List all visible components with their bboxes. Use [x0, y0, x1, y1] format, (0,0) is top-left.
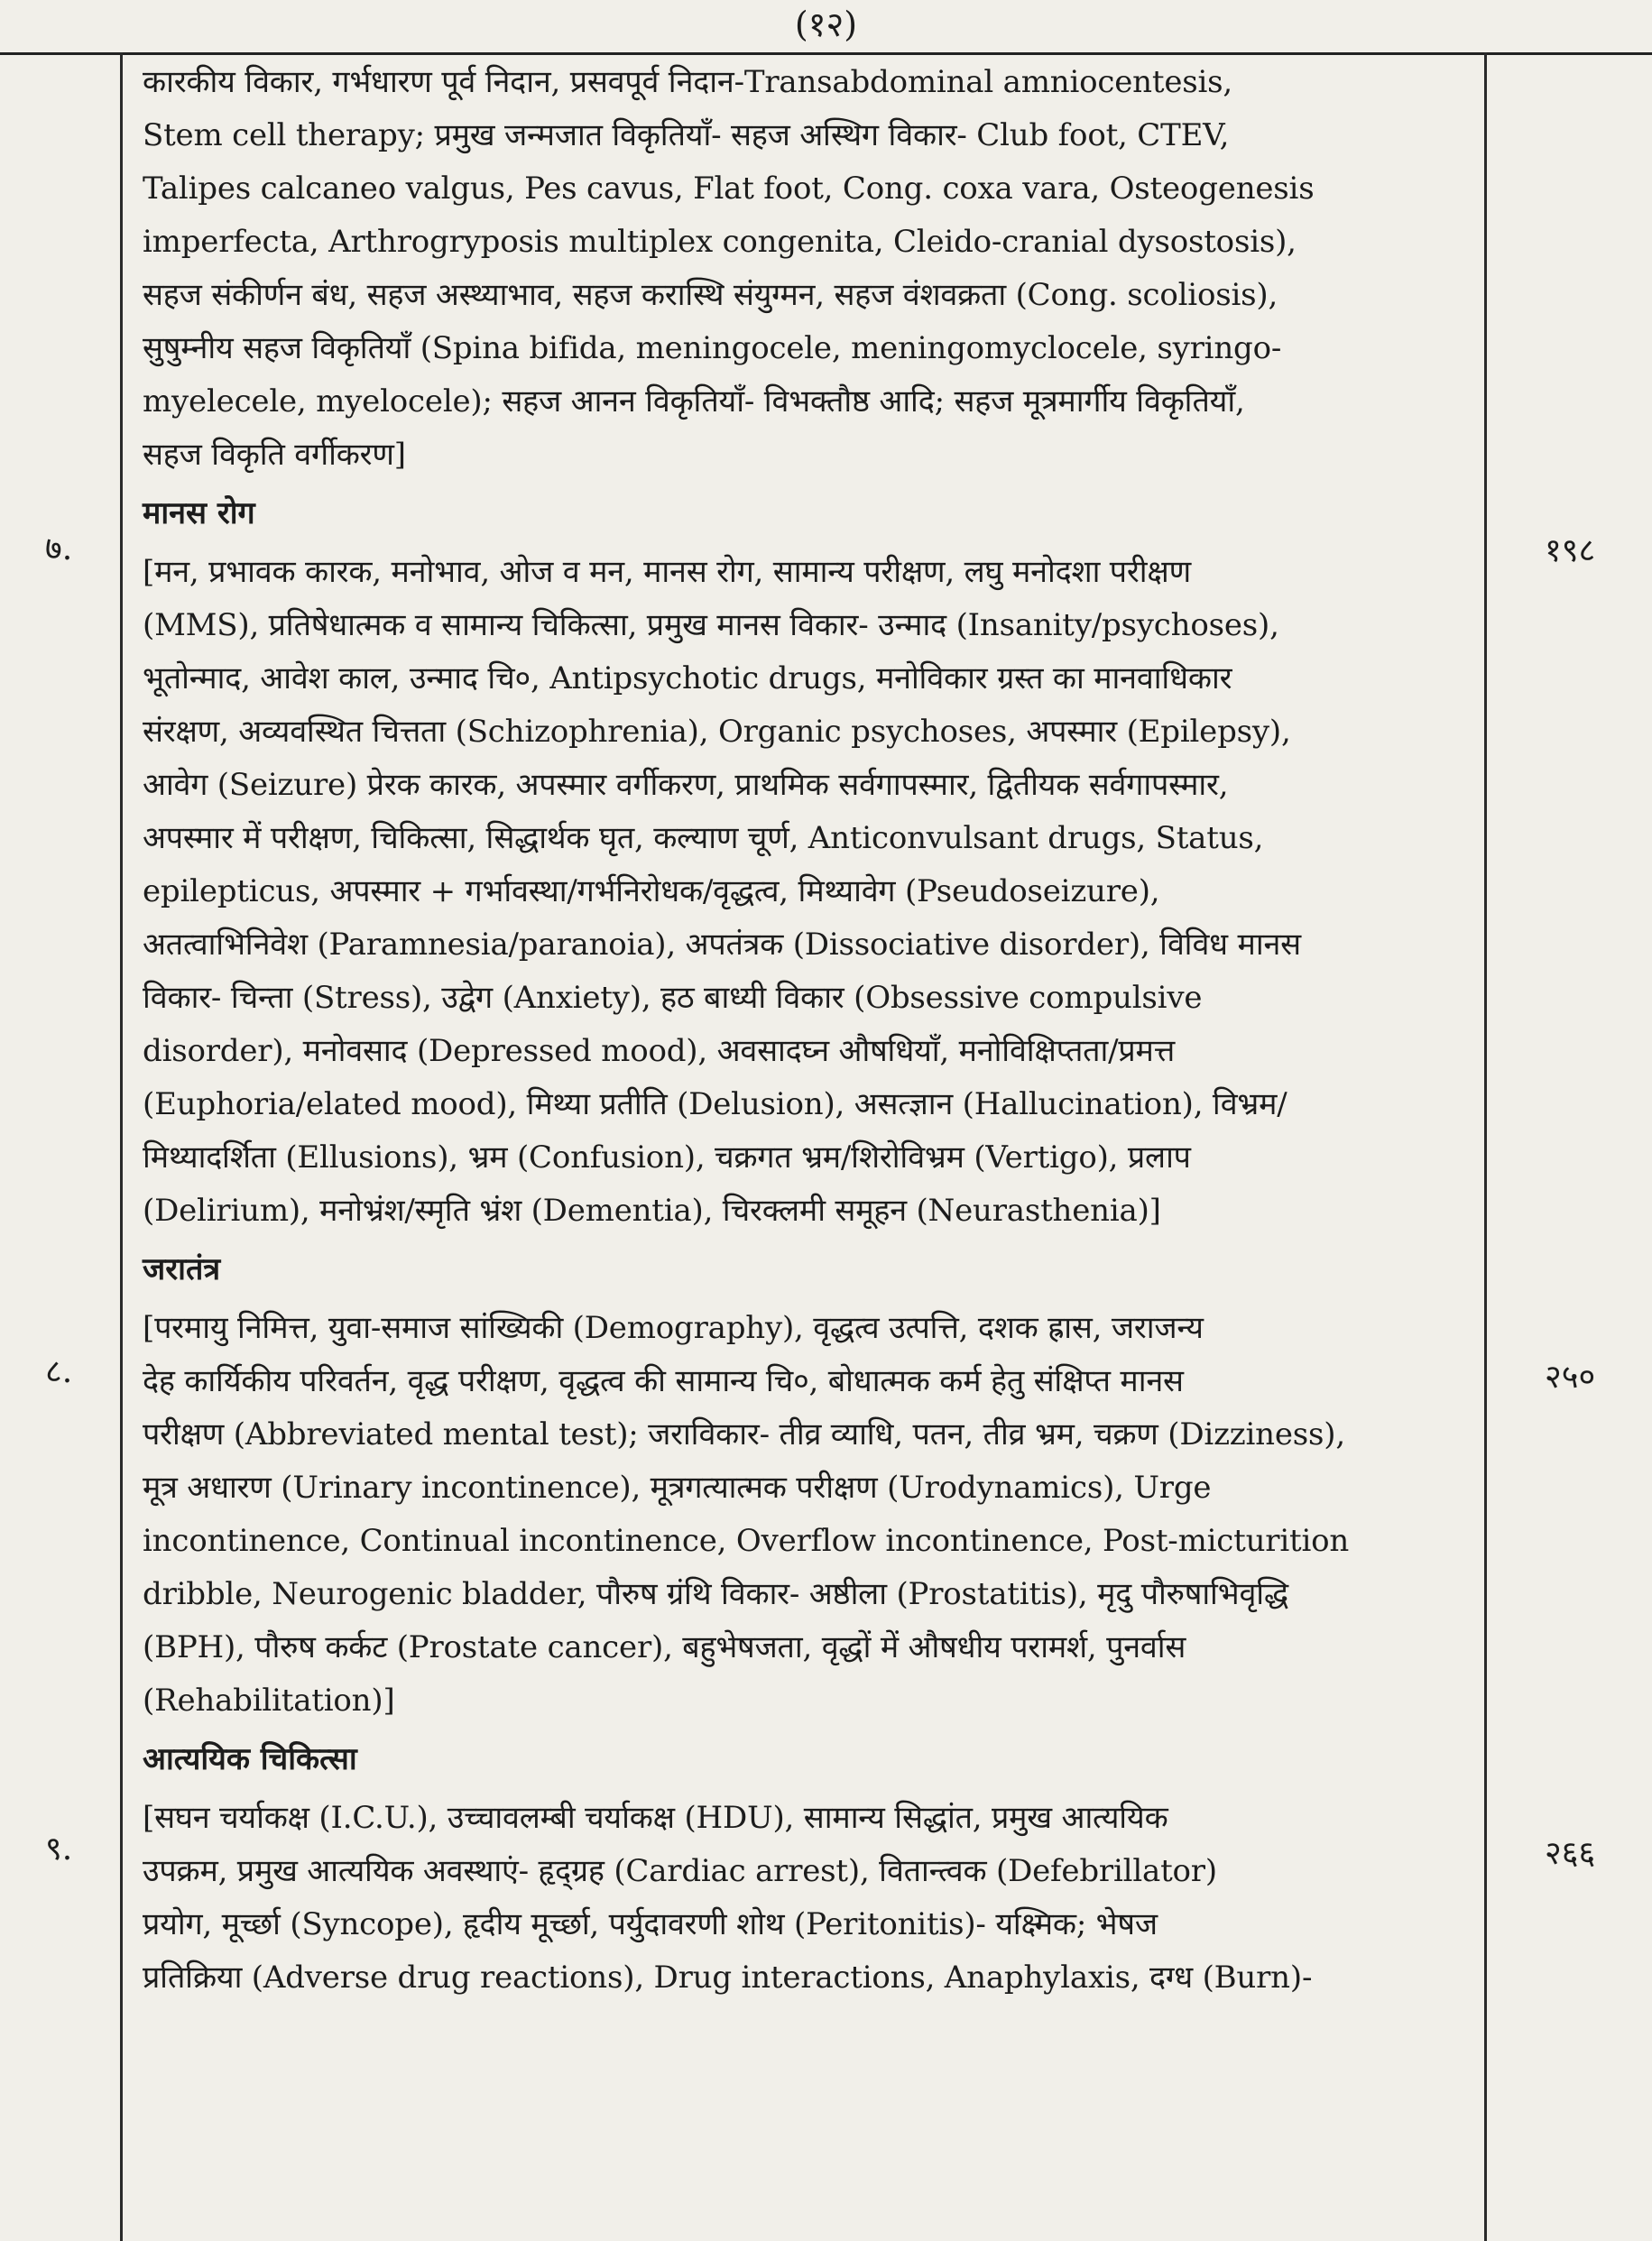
text-line: संरक्षण, अव्यवस्थित चित्तता (Schizophrenia), Organic psychoses, अपस्मार (Epilepsy),	[143, 714, 1291, 750]
section-page-9: २६६	[1545, 1835, 1596, 1872]
text-line: [मन, प्रभावक कारक, मनोभाव, ओज व मन, मानस रोग, सामान्य परीक्षण, लघु मनोदशा परीक्षण	[143, 554, 1191, 590]
section-page-8: २५०	[1545, 1359, 1596, 1396]
text-line: देह कार्यिकीय परिवर्तन, वृद्ध परीक्षण, वृद्धत्व की सामान्य चि०, बोधात्मक कर्म हेतु संक्षिप्त मानस	[143, 1363, 1184, 1399]
text-line: (BPH), पौरुष कर्कट (Prostate cancer), बहुभेषजता, वृद्धों में औषधीय परामर्श, पुनर्वास	[143, 1629, 1186, 1665]
text-line: अपस्मार में परीक्षण, चिकित्सा, सिद्धार्थक घृत, कल्याण चूर्ण, Anticonvulsant drugs, Status,	[143, 820, 1264, 856]
text-line: उपक्रम, प्रमुख आत्ययिक अवस्थाएं- हृद्ग्रह (Cardiac arrest), वितान्त्वक (Defebrillator)	[143, 1853, 1217, 1889]
section-page-7: १९८	[1545, 532, 1596, 569]
syllabus-content	[143, 56, 1471, 2005]
text-line: (Euphoria/elated mood), मिथ्या प्रतीति (Delusion), असत्ज्ञान (Hallucination), विभ्रम/	[143, 1086, 1287, 1122]
text-line: (Delirium), मनोभ्रंश/स्मृति भ्रंश (Dementia), चिरक्लमी समूहन (Neurasthenia)]	[143, 1193, 1161, 1229]
text-line: मिथ्यादर्शिता (Ellusions), भ्रम (Confusion), चक्रगत भ्रम/शिरोविभ्रम (Vertigo), प्रलाप	[143, 1139, 1191, 1176]
section-title-8: जरातंत्र	[143, 1251, 221, 1287]
text-line: Stem cell therapy; प्रमुख जन्मजात विकृतियाँ- सहज अस्थिग विकार- Club foot, CTEV,	[143, 117, 1230, 153]
section-number-7: ७.	[45, 530, 73, 567]
text-line: myelecele, myelocele); सहज आनन विकृतियाँ- विभक्तौष्ठ आदि; सहज मूत्रमार्गीय विकृतियाँ,	[143, 383, 1245, 420]
text-line: disorder), मनोवसाद (Depressed mood), अवसादघ्न औषधियाँ, मनोविक्षिप्तता/प्रमत्त	[143, 1033, 1175, 1069]
header-rule	[0, 52, 1652, 55]
text-line: प्रतिक्रिया (Adverse drug reactions), Drug interactions, Anaphylaxis, दग्ध (Burn)-	[143, 1960, 1313, 1996]
text-line: incontinence, Continual incontinence, Overflow incontinence, Post-micturition	[143, 1523, 1350, 1559]
text-line: [परमायु निमित्त, युवा-समाज सांख्यिकी (Demography), वृद्धत्व उत्पत्ति, दशक ह्रास, जराजन्य	[143, 1310, 1204, 1346]
text-line: परीक्षण (Abbreviated mental test); जराविकार- तीव्र व्याधि, पतन, तीव्र भ्रम, चक्रण (Dizziness),	[143, 1416, 1345, 1452]
text-line: epilepticus, अपस्मार + गर्भावस्था/गर्भनिरोधक/वृद्धत्व, मिथ्यावेग (Pseudoseizure),	[143, 873, 1160, 909]
section-title-9: आत्ययिक चिकित्सा	[143, 1741, 357, 1777]
text-line: सहज संकीर्णन बंध, सहज अस्थ्याभाव, सहज करास्थि संयुग्मन, सहज वंशवक्रता (Cong. scoliosis),	[143, 277, 1278, 313]
left-column-rule	[120, 52, 123, 2241]
section-title-7: मानस रोग	[143, 495, 255, 531]
section-number-9: ९.	[45, 1831, 73, 1868]
text-line: आवेग (Seizure) प्रेरक कारक, अपस्मार वर्गीकरण, प्राथमिक सर्वगापस्मार, द्वितीयक सर्वगापस्मार,	[143, 767, 1229, 803]
text-line: सहज विकृति वर्गीकरण]	[143, 437, 406, 473]
text-line: (Rehabilitation)]	[143, 1683, 395, 1719]
text-line: (MMS), प्रतिषेधात्मक व सामान्य चिकित्सा, प्रमुख मानस विकार- उन्माद (Insanity/psychoses),	[143, 607, 1279, 643]
text-line: imperfecta, Arthrogryposis multiplex congenita, Cleido-cranial dysostosis),	[143, 224, 1297, 260]
text-line: कारकीय विकार, गर्भधारण पूर्व निदान, प्रसवपूर्व निदान-Transabdominal amniocentesis,	[143, 64, 1233, 100]
text-line: मूत्र अधारण (Urinary incontinence), मूत्रगत्यात्मक परीक्षण (Urodynamics), Urge	[143, 1470, 1212, 1506]
text-line: सुषुम्नीय सहज विकृतियाँ (Spina bifida, meningocele, meningomyclocele, syringo-	[143, 330, 1282, 366]
text-line: प्रयोग, मूर्च्छा (Syncope), हृदीय मूर्च्छा, पर्युदावरणी शोथ (Peritonitis)- यक्ष्मिक; भेषज	[143, 1906, 1158, 1942]
text-line: विकार- चिन्ता (Stress), उद्वेग (Anxiety), हठ बाध्यी विकार (Obsessive compulsive	[143, 980, 1203, 1016]
section-number-8: ८.	[45, 1353, 73, 1390]
text-line: dribble, Neurogenic bladder, पौरुष ग्रंथि विकार- अष्ठीला (Prostatitis), मृदु पौरुषाभिवृद्धि	[143, 1576, 1288, 1612]
text-line: भूतोन्माद, आवेश काल, उन्माद चि०, Antipsychotic drugs, मनोविकार ग्रस्त का मानवाधिकार	[143, 660, 1232, 696]
page-number: (१२)	[794, 5, 858, 44]
right-column-rule	[1484, 52, 1487, 2241]
text-line: [सघन चर्याकक्ष (I.C.U.), उच्चावलम्बी चर्याकक्ष (HDU), सामान्य सिद्धांत, प्रमुख आत्ययिक	[143, 1800, 1168, 1836]
text-line: अतत्वाभिनिवेश (Paramnesia/paranoia), अपतंत्रक (Dissociative disorder), विविध मानस	[143, 927, 1301, 963]
text-line: Talipes calcaneo valgus, Pes cavus, Flat foot, Cong. coxa vara, Osteogenesis	[143, 171, 1315, 207]
